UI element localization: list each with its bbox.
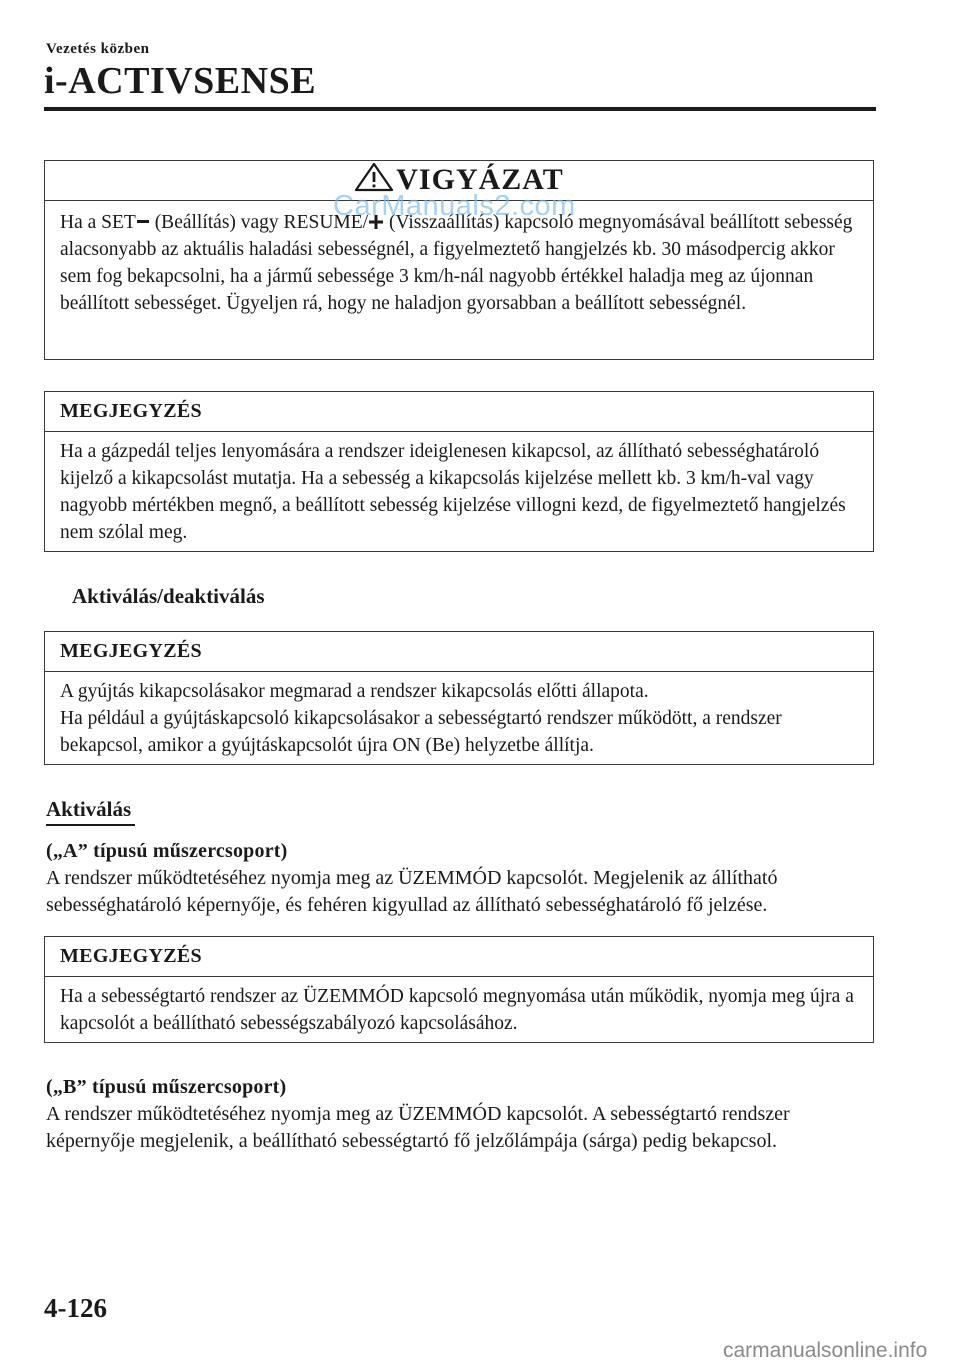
minus-symbol-icon	[136, 214, 150, 230]
note-title-2: MEGJEGYZÉS	[45, 632, 873, 672]
note-title-3: MEGJEGYZÉS	[45, 937, 873, 977]
note-title-1: MEGJEGYZÉS	[45, 392, 873, 432]
note-box-3	[44, 936, 874, 1043]
type-b-title: („B” típusú műszercsoport)	[46, 1076, 287, 1098]
note-text-2	[45, 672, 873, 767]
activation-underline	[46, 824, 135, 826]
note-line-1: A gyújtás kikapcsolásakor megmarad a rendszer kikapcsolás előtti állapota.	[60, 681, 649, 702]
activation-label: Aktiválás	[46, 797, 132, 821]
section-label: Vezetés közben	[46, 41, 150, 57]
warning-triangle-icon	[354, 162, 394, 192]
note-line-2: Ha például a gyújtáskapcsoló kikapcsolásakor a sebességtartó rendszer működött, a rendszer bekapcsol, amikor a gyújtáskapcsolót újra ON (Be) helyzetbe állítja.	[60, 708, 782, 756]
type-b-paragraph	[46, 1074, 876, 1155]
note-text-1: Ha a gázpedál teljes lenyomására a rendszer ideiglenesen kikapcsol, az állítható sebességhatároló kijelző a kikapcsolást mutatja. Ha a sebesség a kikapcsolás kijelzése mellett kb. 3 km/h-val vagy nagyobb mértékben megnő, a beállított sebesség kijelzése villogni kezd, de figyelmeztető hangjelzés nem szólal meg.	[60, 441, 846, 543]
note-box-1	[44, 391, 874, 552]
type-a-title: („A” típusú műszercsoport)	[46, 840, 288, 862]
footer-watermark: carmanualsonline.info	[723, 1339, 928, 1362]
page-number: 4-126	[44, 1293, 107, 1323]
note-text-3: Ha a sebességtartó rendszer az ÜZEMMÓD kapcsoló megnyomása után működik, nyomja meg újra a kapcsolót a beállítható sebességszabályozó kapcsolásához.	[60, 986, 854, 1034]
site-watermark: CarManuals2.com	[333, 190, 576, 222]
note-box-2	[44, 631, 874, 765]
warning-text: Ha a SET (Beállítás) vagy RESUME/ (Visszaállítás) kapcsoló megnyomásával beállított sebesség alacsonyabb az aktuális haladási sebességnél, a figyelmeztető hangjelzés kb. 30 másodpercig akkor sem fog bekapcsolni, ha a jármű sebessége 3 km/h-nál nagyobb értékkel haladja meg az újonnan beállított sebességet. Ügyeljen rá, hogy ne haladjon gyorsabban a beállított sebességnél.	[60, 212, 853, 314]
type-b-text: A rendszer működtetéséhez nyomja meg az ÜZEMMÓD kapcsolót. A sebességtartó rendszer képernyője megjelenik, a beállítható sebességtartó fő jelzőlámpája (sárga) pedig bekapcsol.	[46, 1103, 790, 1152]
type-a-paragraph	[46, 838, 876, 919]
subheading: Aktiválás/deaktiválás	[72, 584, 265, 608]
header-divider	[44, 107, 876, 111]
page-title: i-ACTIVSENSE	[44, 60, 317, 102]
type-a-text: A rendszer működtetéséhez nyomja meg az ÜZEMMÓD kapcsolót. Megjelenik az állítható sebességhatároló képernyője, és fehéren kigyullad az állítható sebességhatároló fő jelzése.	[46, 867, 778, 916]
warning-title: VIGYÁZAT	[396, 163, 564, 196]
